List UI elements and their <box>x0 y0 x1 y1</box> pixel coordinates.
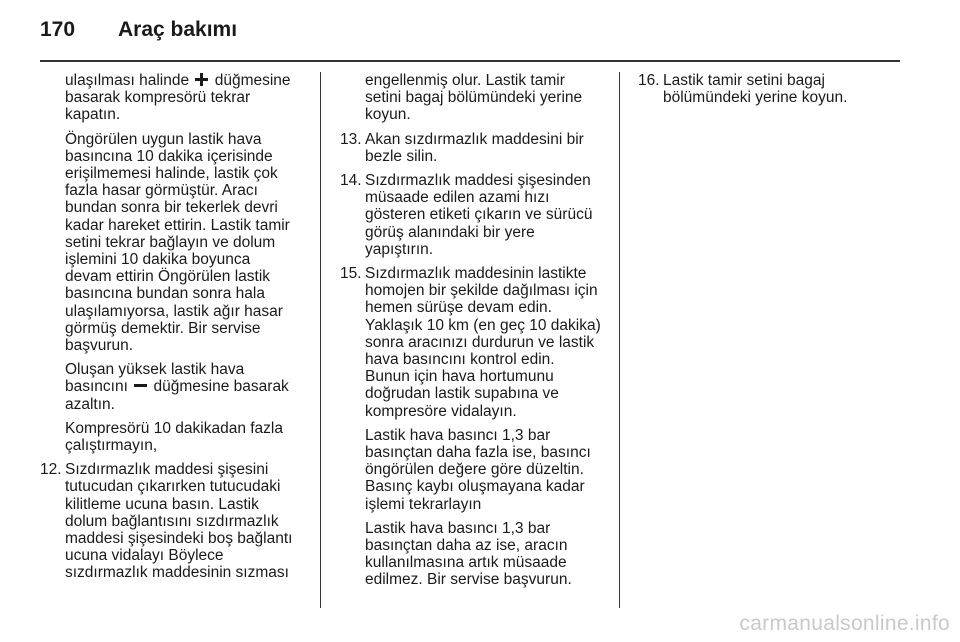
paragraph-pressure-below: Lastik hava basıncı 1,3 bar basınçtan daha az ise, aracın kullanılmasına artık müsaade edilmez. Bir servise başvurun. <box>365 519 572 589</box>
minus-icon <box>134 379 147 392</box>
column-divider-2 <box>619 72 620 608</box>
column-divider-1 <box>320 72 321 608</box>
list-number: 14. <box>340 172 362 190</box>
paragraph-minus-button: Oluşan yüksek lastik hava basıncını düğmesine basarak azaltın. <box>65 361 289 413</box>
paragraph-continuation: engellenmiş olur. Lastik tamir setini bagaj bölümündeki yerine koyun. <box>365 72 583 124</box>
paragraph-pressure-above: Lastik hava basıncı 1,3 bar basınçtan daha fazla ise, basıncı öngörülen değere göre düzeltin. Basınç kaybı oluşmayana kadar işlemi tekrarlayın <box>365 426 591 513</box>
page-title: Araç bakımı <box>118 18 238 41</box>
watermark: carmanualsonline.info <box>739 612 950 635</box>
list-item-16: 16. Lastik tamir setini bagaj bölümündeki yerine koyun. <box>638 72 848 107</box>
page-header <box>40 18 900 64</box>
column-3 <box>638 72 900 113</box>
page-number: 170 <box>40 18 76 41</box>
header-divider <box>40 60 900 62</box>
plus-icon <box>195 73 208 86</box>
list-item-15: 15. Sızdırmazlık maddesinin lastikte homojen bir şekilde dağılması için hemen sürüşe devam edin. Yaklaşık 10 km (en geç 10 dakika) sonra aracınızı durdurun ve lastik hava basıncını kontrol edin. Bunun için hava hortumunu doğrudan lastik supabına ve kompresöre vidalayın. <box>340 265 601 420</box>
list-number: 15. <box>340 265 362 283</box>
list-number: 13. <box>340 130 362 148</box>
column-1 <box>40 72 302 589</box>
column-2 <box>340 72 610 596</box>
list-item-14: 14. Sızdırmazlık maddesi şişesinden müsaade edilen azami hızı gösteren etiketi çıkarın ve sürücü görüş alanındaki bir yere yapıştırın. <box>340 172 593 258</box>
paragraph-plus-button: ulaşılması halinde düğmesine basarak kompresörü tekrar kapatın. <box>65 72 291 124</box>
list-number: 16. <box>638 72 660 89</box>
paragraph-compressor-limit: Kompresörü 10 dakikadan fazla çalıştırmayın, <box>65 419 283 455</box>
list-item-12: 12. Sızdırmazlık maddesi şişesini tutucudan çıkarırken tutucudaki kilitleme ucuna basın. Lastik dolum bağlantısını sızdırmazlık maddesi şişesindeki boş bağlantı ucuna vidalayı Böylece sızdırmazlık maddesinin sızması <box>40 461 293 582</box>
list-item-13: 13. Akan sızdırmazlık maddesini bir bezle silin. <box>340 130 584 165</box>
paragraph-pressure-not-reached: Öngörülen uygun lastik hava basıncına 10 dakika içerisinde erişilmemesi halinde, lastik çok fazla hasar görmüştür. Aracı bundan sonra bir tekerlek devri kadar hareket ettirin. Lastik tamir setini tekrar bağlayın ve dolum işlemini 10 dakika boyunca devam ettirin Öngörülen lastik basıncına bundan sonra hala ulaşılamıyorsa, lastik ağır hasar görmüş demektir. Bir servise başvurun. <box>65 130 290 355</box>
list-number: 12. <box>40 461 62 479</box>
